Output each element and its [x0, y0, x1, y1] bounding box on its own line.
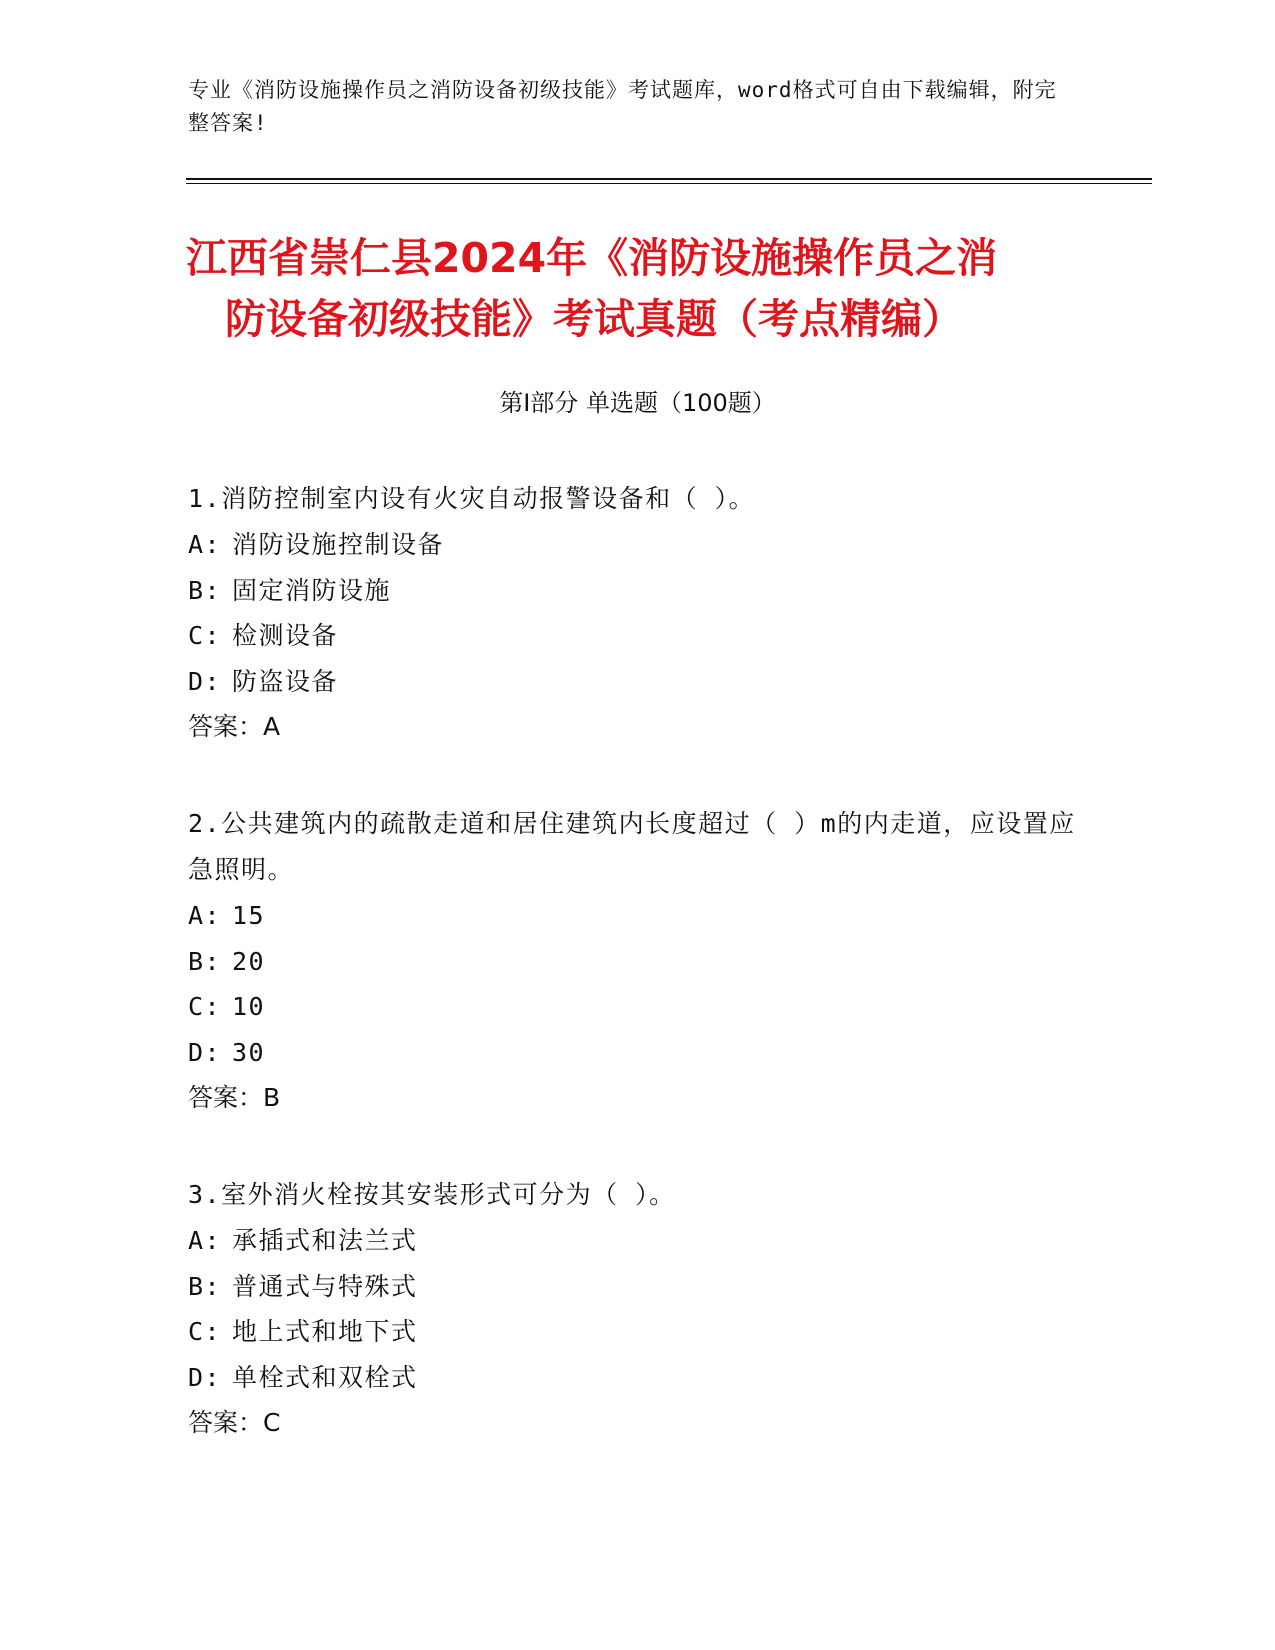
option-b: [188, 1264, 1088, 1310]
option-text: 30: [232, 1037, 266, 1067]
option-key: A:: [188, 1226, 222, 1255]
option-c: [188, 613, 1088, 659]
option-a: [188, 1218, 1088, 1264]
option-key: C:: [188, 992, 222, 1021]
document-title: [186, 228, 1086, 350]
option-text: 20: [232, 946, 266, 976]
option-a: [188, 522, 1088, 568]
option-b: [188, 939, 1088, 985]
question-1: [188, 476, 1088, 750]
document-title-line2: 防设备初级技能》考试真题（考点精编）: [225, 295, 963, 343]
option-text: 15: [232, 901, 266, 930]
option-key: D:: [188, 1362, 222, 1392]
question-3: [188, 1172, 1088, 1446]
document-title-line1: 江西省崇仁县2024年《消防设施操作员之消: [186, 234, 998, 282]
question-stem: 2.公共建筑内的疏散走道和居住建筑内长度超过（ ）m的内走道，应设置应急照明。: [188, 809, 1076, 884]
answer-line: 答案：C: [188, 1408, 281, 1437]
option-key: B:: [188, 1271, 222, 1301]
option-text: 普通式与特殊式: [232, 1271, 418, 1301]
header-divider-thick: [186, 178, 1152, 180]
option-key: B:: [188, 575, 222, 605]
option-key: A:: [188, 530, 222, 559]
header-note: 专业《消防设施操作员之消防设备初级技能》考试题库，word格式可自由下载编辑，附完整答案!: [188, 78, 1057, 135]
question-list: [188, 476, 1088, 1497]
option-b: [188, 568, 1088, 614]
question-2: [188, 801, 1088, 1121]
option-key: C:: [188, 1317, 222, 1346]
header-divider-thin: [186, 183, 1152, 184]
option-key: A:: [188, 901, 222, 930]
option-d: [188, 1355, 1088, 1401]
option-text: 固定消防设施: [232, 575, 392, 605]
option-text: 消防设施控制设备: [232, 530, 445, 559]
option-text: 防盗设备: [232, 666, 339, 696]
option-text: 检测设备: [232, 621, 339, 650]
option-key: D:: [188, 1037, 222, 1067]
option-c: [188, 1309, 1088, 1355]
option-text: 10: [232, 992, 266, 1021]
option-key: B:: [188, 946, 222, 976]
option-text: 单栓式和双栓式: [232, 1362, 418, 1392]
option-c: [188, 984, 1088, 1030]
option-key: C:: [188, 621, 222, 650]
option-key: D:: [188, 666, 222, 696]
answer-line: 答案：A: [188, 712, 281, 741]
option-text: 地上式和地下式: [232, 1317, 418, 1346]
question-stem: 3.室外消火栓按其安装形式可分为（ ）。: [188, 1180, 676, 1209]
option-d: [188, 1030, 1088, 1076]
section-title: 第Ⅰ部分 单选题（100题）: [499, 389, 776, 417]
option-a: [188, 893, 1088, 939]
option-d: [188, 659, 1088, 705]
option-text: 承插式和法兰式: [232, 1226, 418, 1255]
answer-line: 答案：B: [188, 1083, 281, 1112]
question-stem: 1.消防控制室内设有火灾自动报警设备和（ ）。: [188, 484, 756, 513]
